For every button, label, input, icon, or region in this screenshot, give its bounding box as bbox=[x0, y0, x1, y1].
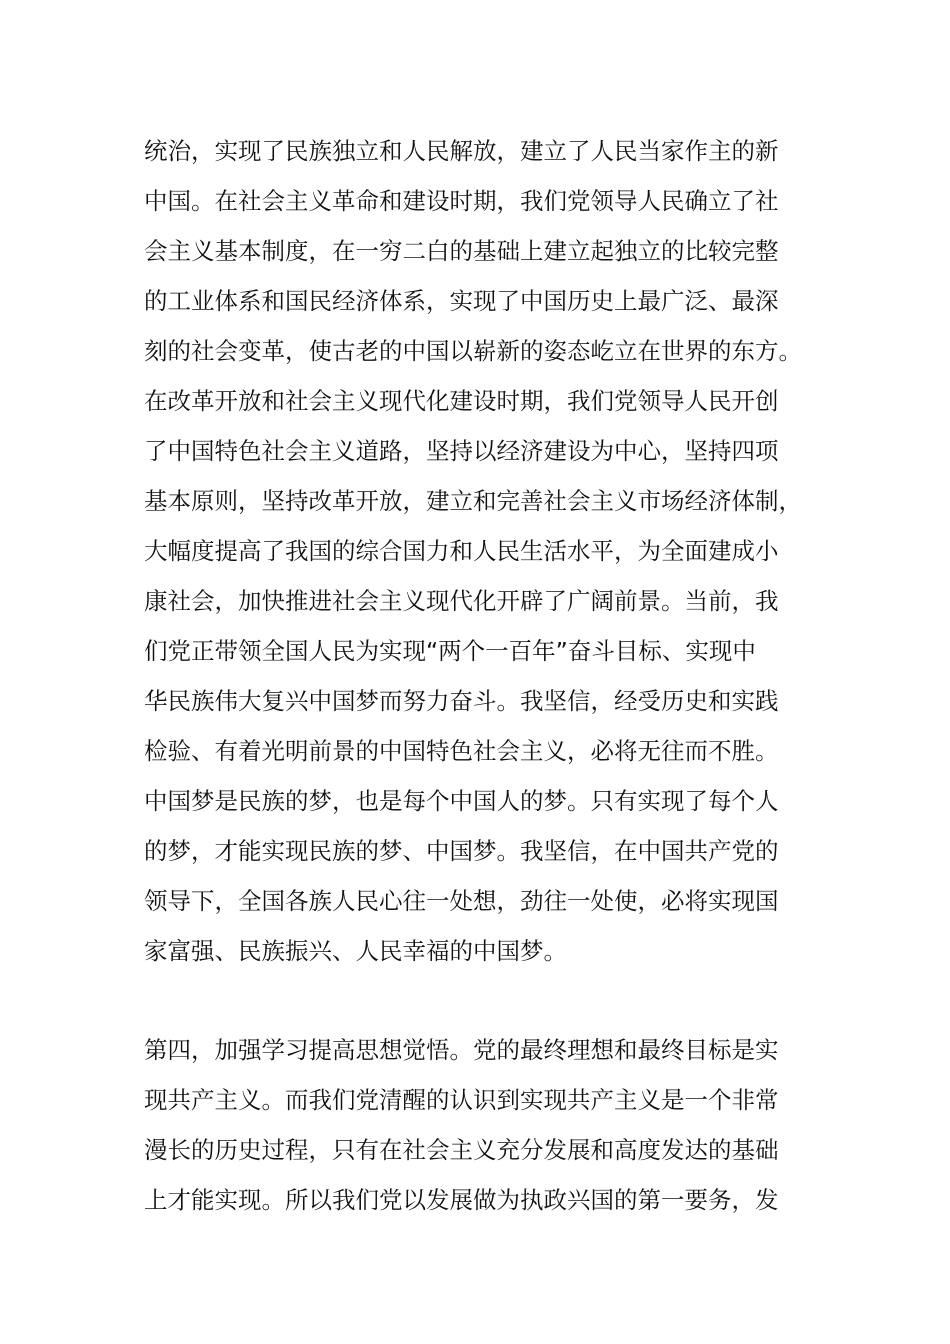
paragraph-1 bbox=[144, 126, 824, 976]
text-line: 的工业体系和国民经济体系，实现了中国历史上最广泛、最深 bbox=[144, 287, 779, 315]
text-line: 康社会，加快推进社会主义现代化开辟了广阔前景。当前，我 bbox=[144, 587, 779, 615]
paragraph-2 bbox=[144, 1025, 824, 1225]
text-line: 第四，加强学习提高思想觉悟。党的最终理想和最终目标是实 bbox=[144, 1036, 779, 1064]
text-line: 会主义基本制度，在一穷二白的基础上建立起独立的比较完整 bbox=[144, 237, 779, 265]
text-line: 了中国特色社会主义道路，坚持以经济建设为中心，坚持四项 bbox=[144, 437, 779, 465]
text-line: 家富强、民族振兴、人民幸福的中国梦。 bbox=[144, 937, 567, 965]
text-line: 刻的社会变革，使古老的中国以崭新的姿态屹立在世界的东方。 bbox=[144, 337, 802, 365]
text-line: 检验、有着光明前景的中国特色社会主义，必将无往而不胜。 bbox=[144, 737, 779, 765]
text-line: 领导下，全国各族人民心往一处想，劲往一处使，必将实现国 bbox=[144, 887, 779, 915]
text-line: 现共产主义。而我们党清醒的认识到实现共产主义是一个非常 bbox=[144, 1086, 779, 1114]
text-line: 华民族伟大复兴中国梦而努力奋斗。我坚信，经受历史和实践 bbox=[144, 687, 779, 715]
text-line: 基本原则，坚持改革开放，建立和完善社会主义市场经济体制， bbox=[144, 487, 802, 515]
text-line: 在改革开放和社会主义现代化建设时期，我们党领导人民开创 bbox=[144, 387, 779, 415]
text-line: 的梦，才能实现民族的梦、中国梦。我坚信，在中国共产党的 bbox=[144, 837, 779, 865]
text-line: 们党正带领全国人民为实现“两个一百年”奋斗目标、实现中 bbox=[144, 637, 756, 665]
text-line: 统治，实现了民族独立和人民解放，建立了人民当家作主的新 bbox=[144, 137, 779, 165]
text-line: 上才能实现。所以我们党以发展做为执政兴国的第一要务，发 bbox=[144, 1186, 779, 1214]
text-line: 中国梦是民族的梦，也是每个中国人的梦。只有实现了每个人 bbox=[144, 787, 779, 815]
text-line: 中国。在社会主义革命和建设时期，我们党领导人民确立了社 bbox=[144, 187, 779, 215]
text-line: 大幅度提高了我国的综合国力和人民生活水平，为全面建成小 bbox=[144, 537, 779, 565]
text-line: 漫长的历史过程，只有在社会主义充分发展和高度发达的基础 bbox=[144, 1136, 779, 1164]
